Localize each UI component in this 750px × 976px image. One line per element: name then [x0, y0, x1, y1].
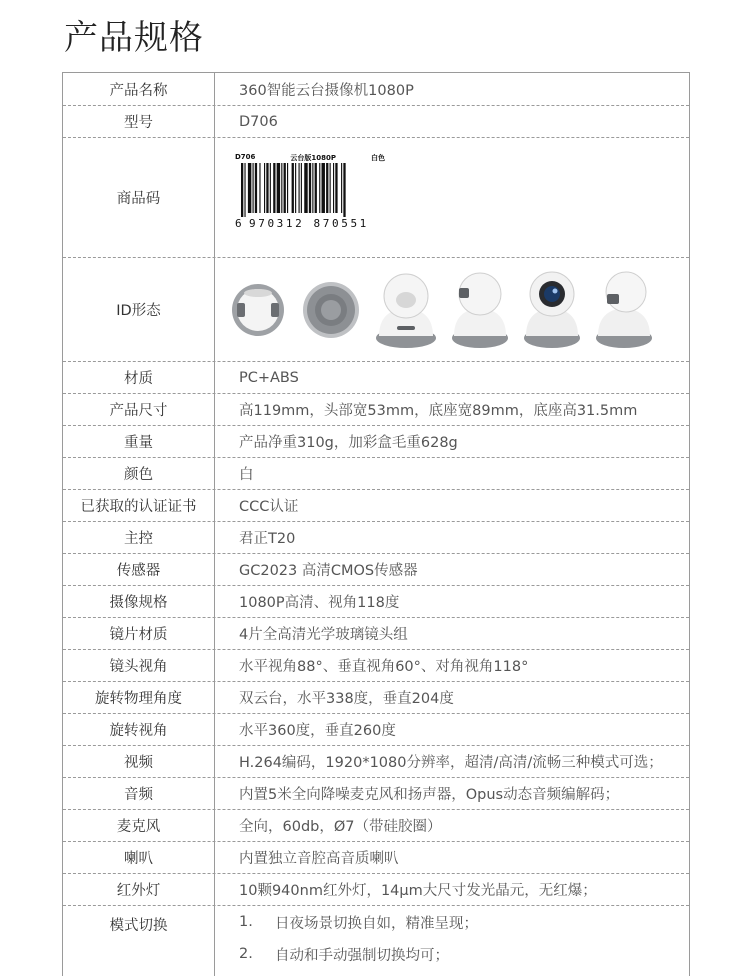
spec-label: 传感器 [63, 554, 215, 585]
barcode-cell [215, 138, 689, 257]
camera-front-view-image [375, 270, 437, 350]
spec-value: 水平360度，垂直260度 [239, 723, 396, 739]
spec-table [62, 72, 690, 976]
spec-label: 重量 [63, 426, 215, 457]
mode-switch-list [215, 906, 689, 976]
spec-row-rotation-physical [63, 682, 689, 714]
spec-label: 音频 [63, 778, 215, 809]
spec-value: 360智能云台摄像机1080P [239, 82, 414, 99]
barcode-image [235, 153, 385, 243]
list-item [239, 906, 478, 938]
camera-bottom-view-image [301, 279, 361, 341]
spec-row-id-form [63, 258, 689, 362]
spec-value: 君正T20 [239, 531, 296, 547]
spec-label: 已获取的认证证书 [63, 490, 215, 521]
spec-value: 4片全高清光学玻璃镜头组 [239, 627, 408, 643]
spec-label: 型号 [63, 106, 215, 137]
spec-value: 全向，60db，Ø7（带硅胶圈） [239, 819, 442, 835]
spec-row-ir-light [63, 874, 689, 906]
barcode-header [235, 153, 385, 163]
spec-value: PC+ABS [239, 369, 299, 386]
spec-row-microphone [63, 810, 689, 842]
barcode-model-tag: D706 [235, 152, 256, 161]
id-images-cell [215, 258, 689, 361]
spec-label: 旋转视角 [63, 714, 215, 745]
spec-row-material [63, 362, 689, 394]
spec-label: 红外灯 [63, 874, 215, 905]
camera-angle-view-image [595, 270, 653, 350]
camera-lens-view-image [523, 270, 581, 350]
spec-row-rotation-view [63, 714, 689, 746]
spec-label: 产品名称 [63, 73, 215, 105]
barcode-lead-digit: 6 [235, 216, 242, 230]
spec-row-certification [63, 490, 689, 522]
spec-row-sensor [63, 554, 689, 586]
spec-row-lens-angle [63, 650, 689, 682]
spec-label: 麦克风 [63, 810, 215, 841]
spec-label: 产品尺寸 [63, 394, 215, 425]
spec-value: 双云台，水平338度，垂直204度 [239, 691, 454, 707]
spec-row-mode-switch [63, 906, 689, 976]
camera-top-view-image [229, 279, 287, 341]
spec-row-camera-spec [63, 586, 689, 618]
spec-row-model [63, 106, 689, 138]
spec-value: 内置5米全向降噪麦克风和扬声器，Opus动态音频编解码； [239, 787, 620, 803]
spec-label: 材质 [63, 362, 215, 393]
spec-value: 高119mm，头部宽53mm，底座宽89mm，底座高31.5mm [239, 403, 638, 419]
spec-value: 内置独立音腔高音质喇叭 [239, 851, 399, 867]
spec-label: 主控 [63, 522, 215, 553]
spec-label: 摄像规格 [63, 586, 215, 617]
barcode-digits: 970312 870551 [249, 216, 369, 230]
list-item-text: 日夜场景切换自如，精准呈现； [275, 915, 478, 932]
spec-row-weight [63, 426, 689, 458]
spec-value: 产品净重310g，加彩盒毛重628g [239, 435, 458, 451]
id-image-strip [229, 270, 653, 350]
barcode-variant-tag: 云台版1080P [290, 153, 337, 162]
camera-side-view-image [451, 270, 509, 350]
spec-row-audio [63, 778, 689, 810]
list-item [239, 938, 449, 970]
spec-label: 旋转物理角度 [63, 682, 215, 713]
spec-value: H.264编码，1920*1080分辨率，超清/高清/流畅三种模式可选； [239, 755, 663, 771]
spec-label: 镜片材质 [63, 618, 215, 649]
barcode-color-tag: 白色 [371, 153, 385, 162]
spec-value: 1080P高清、视角118度 [239, 595, 400, 611]
barcode-bars [241, 163, 381, 217]
spec-label: 喇叭 [63, 842, 215, 873]
spec-label: ID形态 [63, 258, 215, 361]
spec-row-barcode [63, 138, 689, 258]
spec-value: 10颗940nm红外灯，14μm大尺寸发光晶元，无红爆； [239, 883, 597, 899]
spec-label: 颜色 [63, 458, 215, 489]
spec-label: 镜头视角 [63, 650, 215, 681]
spec-row-speaker [63, 842, 689, 874]
spec-value: GC2023 高清CMOS传感器 [239, 563, 418, 579]
spec-row-product-name [63, 73, 689, 106]
spec-label: 视频 [63, 746, 215, 777]
spec-value: D706 [239, 113, 278, 130]
spec-value: CCC认证 [239, 499, 299, 515]
spec-label: 商品码 [63, 138, 215, 257]
list-item-number: 1. [239, 914, 253, 930]
spec-label: 模式切换 [63, 906, 215, 976]
spec-row-color [63, 458, 689, 490]
spec-row-dimensions [63, 394, 689, 426]
spec-value: 白 [239, 467, 254, 483]
page-title: 产品规格 [64, 18, 204, 58]
spec-row-lens-material [63, 618, 689, 650]
list-item-text: 自动和手动强制切换均可； [275, 947, 449, 964]
spec-row-main-chip [63, 522, 689, 554]
spec-value: 水平视角88°、垂直视角60°、对角视角118° [239, 659, 529, 675]
spec-row-video [63, 746, 689, 778]
list-item-number: 2. [239, 946, 253, 962]
